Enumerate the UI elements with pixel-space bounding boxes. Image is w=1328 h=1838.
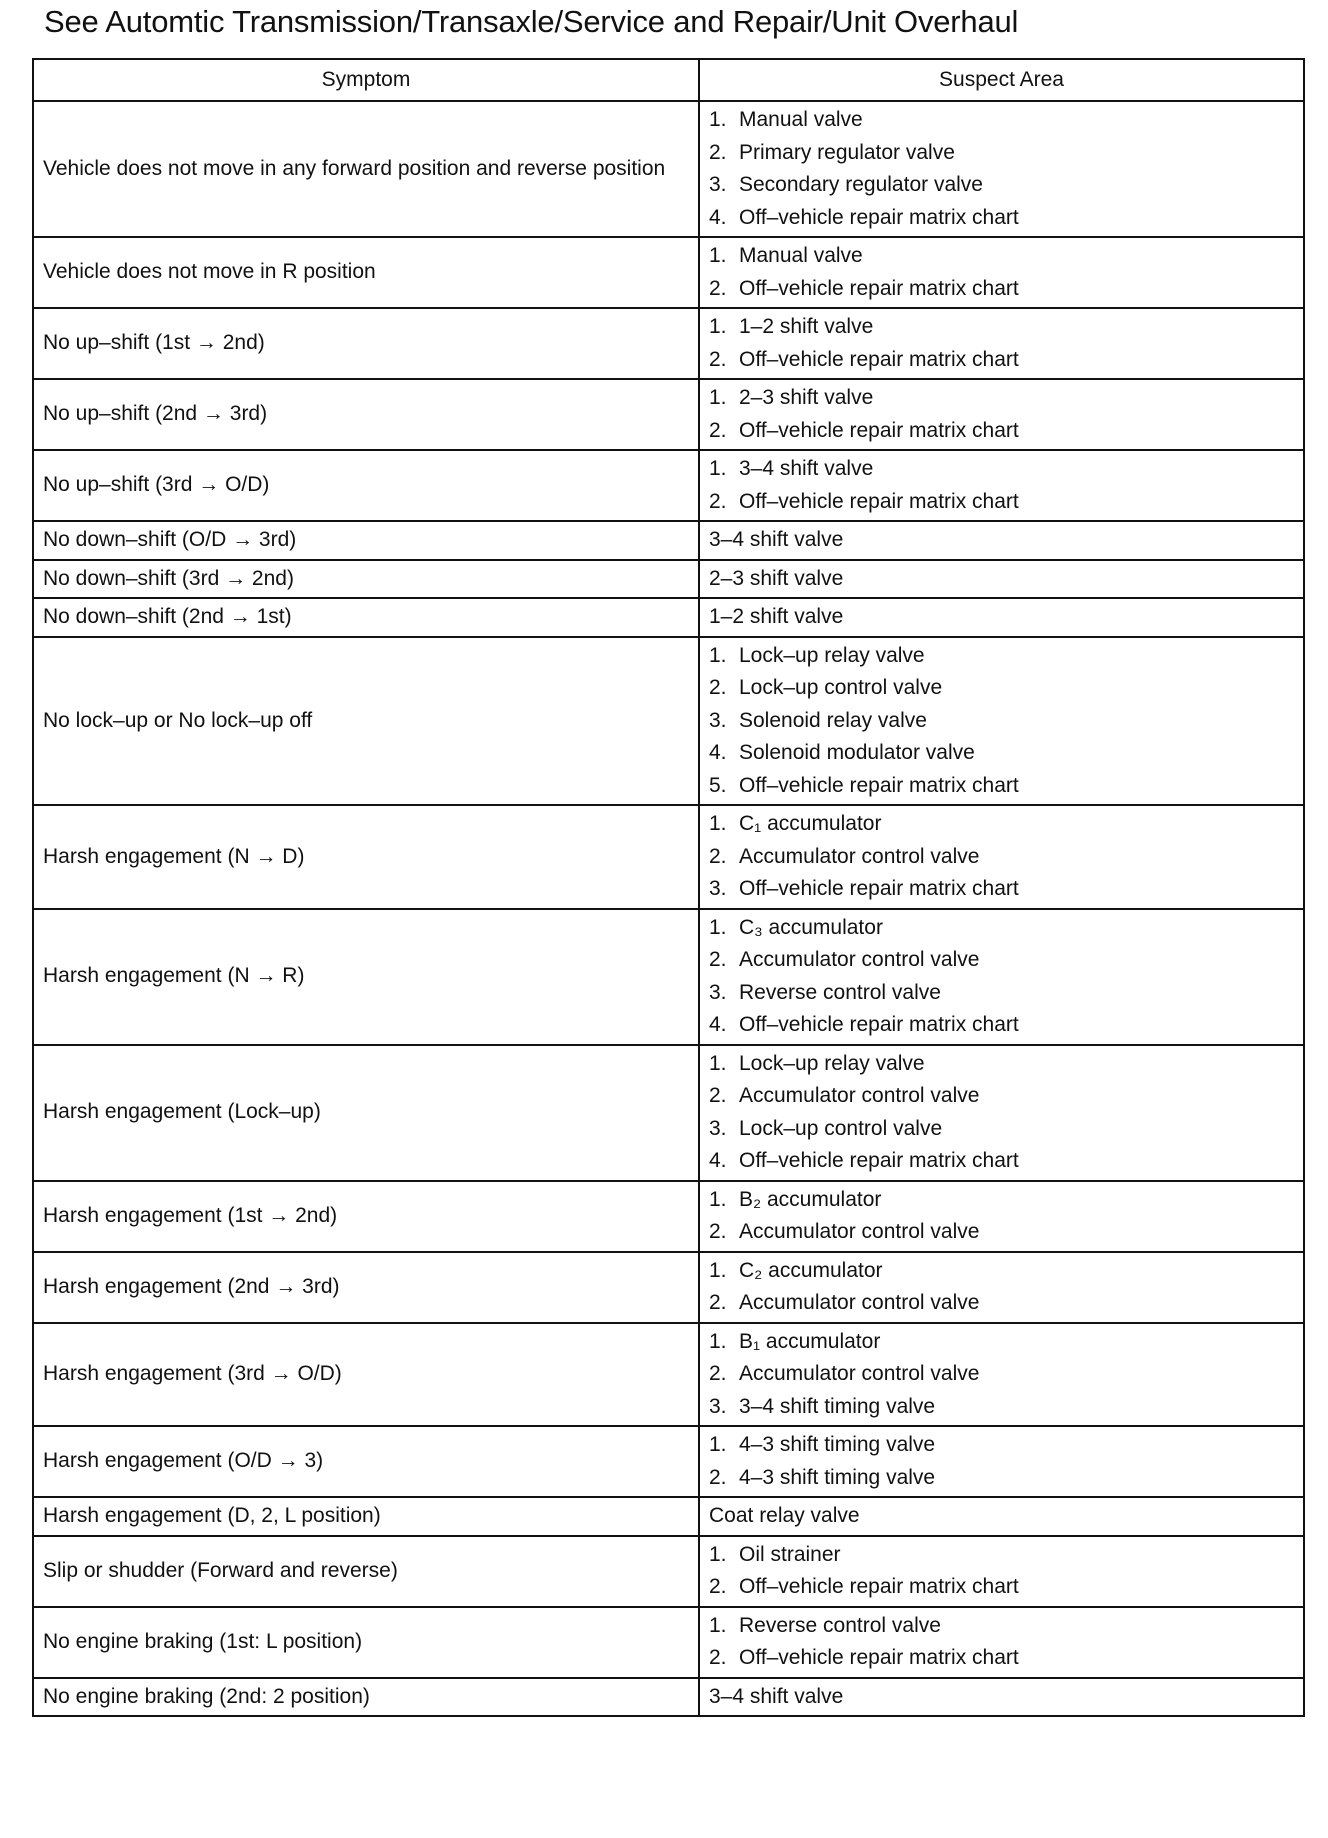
suspect-item-number: 2. xyxy=(709,489,727,513)
symptom-cell: Harsh engagement (Lock–up) xyxy=(33,1045,699,1181)
symptom-cell: No up–shift (1st → 2nd) xyxy=(33,308,699,379)
suspect-item-text: 3–4 shift valve xyxy=(739,457,874,480)
suspect-item-text: Lock–up control valve xyxy=(739,676,943,699)
suspect-item xyxy=(709,977,1294,1010)
suspect-item xyxy=(709,1429,1294,1462)
suspect-item-number: 1. xyxy=(709,643,727,667)
suspect-area-cell xyxy=(699,1045,1304,1181)
symptom-cell: Harsh engagement (2nd → 3rd) xyxy=(33,1252,699,1323)
suspect-item-number: 3. xyxy=(709,1116,727,1140)
suspect-area-cell xyxy=(699,308,1304,379)
table-row xyxy=(33,1536,1304,1607)
suspect-item-text: Oil strainer xyxy=(739,1542,841,1566)
suspect-item xyxy=(709,1216,1294,1249)
symptom-cell: Vehicle does not move in any forward position and reverse position xyxy=(33,101,699,237)
suspect-item-text: Accumulator control valve xyxy=(739,1220,980,1243)
suspect-item-number: 2. xyxy=(709,1465,727,1489)
suspect-item xyxy=(709,104,1294,137)
suspect-item xyxy=(709,1255,1294,1288)
suspect-item-number: 1. xyxy=(709,386,727,409)
suspect-item-text: B₁ accumulator xyxy=(739,1329,881,1353)
suspect-item xyxy=(709,202,1294,235)
suspect-area-cell: 2–3 shift valve xyxy=(699,560,1304,599)
suspect-item xyxy=(709,841,1294,874)
suspect-area-cell xyxy=(699,805,1304,909)
suspect-item xyxy=(709,1287,1294,1320)
suspect-area-cell: 3–4 shift valve xyxy=(699,521,1304,560)
suspect-item-number: 1. xyxy=(709,1258,727,1282)
table-row xyxy=(33,237,1304,308)
suspect-item xyxy=(709,672,1294,705)
suspect-item-text: Primary regulator valve xyxy=(739,140,955,164)
suspect-item-text: Accumulator control valve xyxy=(739,948,980,971)
column-header-suspect-area: Suspect Area xyxy=(699,59,1304,101)
symptom-table xyxy=(32,58,1305,1717)
suspect-item xyxy=(709,1571,1294,1604)
suspect-area-cell xyxy=(699,379,1304,450)
suspect-item-number: 1. xyxy=(709,812,727,835)
suspect-item-text: Accumulator control valve xyxy=(739,1362,980,1385)
table-row xyxy=(33,308,1304,379)
table-row xyxy=(33,560,1304,599)
suspect-item-text: Off–vehicle repair matrix chart xyxy=(739,1013,1019,1036)
suspect-item-number: 2. xyxy=(709,1646,727,1669)
suspect-item-text: Off–vehicle repair matrix chart xyxy=(739,1575,1019,1598)
table-row xyxy=(33,1045,1304,1181)
suspect-item-number: 1. xyxy=(709,315,727,338)
suspect-item xyxy=(709,1009,1294,1042)
suspect-item xyxy=(709,240,1294,273)
suspect-area-cell xyxy=(699,1252,1304,1323)
suspect-item-number: 1. xyxy=(709,1613,727,1637)
page-title: See Automtic Transmission/Transaxle/Service and Repair/Unit Overhaul xyxy=(44,4,1019,39)
suspect-item xyxy=(709,453,1294,486)
suspect-item-text: Off–vehicle repair matrix chart xyxy=(739,877,1019,900)
suspect-item-number: 2. xyxy=(709,418,727,442)
suspect-item-text: Accumulator control valve xyxy=(739,1291,980,1314)
suspect-item-number: 1. xyxy=(709,108,727,131)
suspect-item-text: Manual valve xyxy=(739,244,863,267)
suspect-item xyxy=(709,415,1294,448)
suspect-item-text: C₃ accumulator xyxy=(739,915,883,939)
suspect-item xyxy=(709,640,1294,673)
suspect-area-cell xyxy=(699,1323,1304,1427)
suspect-item-text: B₂ accumulator xyxy=(739,1187,882,1211)
suspect-item xyxy=(709,1358,1294,1391)
suspect-item-text: 3–4 shift timing valve xyxy=(739,1394,936,1418)
suspect-item xyxy=(709,169,1294,202)
table-row xyxy=(33,598,1304,637)
symptom-cell: No engine braking (1st: L position) xyxy=(33,1607,699,1678)
suspect-item-text: Off–vehicle repair matrix chart xyxy=(739,489,1019,513)
suspect-item-number: 4. xyxy=(709,1149,727,1172)
suspect-item xyxy=(709,1145,1294,1178)
suspect-item-number: 2. xyxy=(709,676,727,699)
table-row xyxy=(33,101,1304,237)
suspect-item xyxy=(709,808,1294,841)
suspect-item-text: Solenoid modulator valve xyxy=(739,741,975,764)
suspect-item-number: 2. xyxy=(709,1220,727,1243)
table-row xyxy=(33,1181,1304,1252)
suspect-item xyxy=(709,273,1294,306)
suspect-item-text: Lock–up relay valve xyxy=(739,1051,925,1075)
table-row xyxy=(33,1678,1304,1717)
table-row xyxy=(33,1252,1304,1323)
suspect-area-cell xyxy=(699,101,1304,237)
table-row xyxy=(33,1497,1304,1536)
suspect-item-text: C₁ accumulator xyxy=(739,812,882,835)
symptom-cell: No up–shift (2nd → 3rd) xyxy=(33,379,699,450)
suspect-item-text: C₂ accumulator xyxy=(739,1258,883,1282)
suspect-item-text: Lock–up control valve xyxy=(739,1116,943,1140)
suspect-item xyxy=(709,1462,1294,1495)
suspect-item-number: 2. xyxy=(709,1291,727,1314)
suspect-item-number: 2. xyxy=(709,276,727,300)
suspect-item-number: 2. xyxy=(709,1362,727,1385)
suspect-item-number: 5. xyxy=(709,773,727,797)
suspect-area-cell xyxy=(699,1607,1304,1678)
suspect-item xyxy=(709,1539,1294,1572)
suspect-item-number: 4. xyxy=(709,741,727,764)
table-row xyxy=(33,450,1304,521)
table-row xyxy=(33,521,1304,560)
suspect-item-number: 1. xyxy=(709,1542,727,1566)
suspect-item-text: 4–3 shift timing valve xyxy=(739,1433,936,1456)
table-header-row xyxy=(33,59,1304,101)
suspect-item xyxy=(709,1184,1294,1217)
suspect-item-text: Reverse control valve xyxy=(739,1613,941,1637)
suspect-area-cell xyxy=(699,450,1304,521)
symptom-cell: Harsh engagement (O/D → 3) xyxy=(33,1426,699,1497)
suspect-area-cell: 3–4 shift valve xyxy=(699,1678,1304,1717)
suspect-area-cell: Coat relay valve xyxy=(699,1497,1304,1536)
symptom-cell: No down–shift (2nd → 1st) xyxy=(33,598,699,637)
suspect-item-number: 2. xyxy=(709,948,727,971)
suspect-item-number: 2. xyxy=(709,347,727,371)
symptom-cell: Slip or shudder (Forward and reverse) xyxy=(33,1536,699,1607)
suspect-item-number: 4. xyxy=(709,205,727,229)
suspect-item-number: 1. xyxy=(709,244,727,267)
suspect-item-text: Lock–up relay valve xyxy=(739,643,925,667)
symptom-cell: Harsh engagement (3rd → O/D) xyxy=(33,1323,699,1427)
symptom-cell: Harsh engagement (1st → 2nd) xyxy=(33,1181,699,1252)
suspect-item-text: Off–vehicle repair matrix chart xyxy=(739,773,1019,797)
suspect-item-number: 1. xyxy=(709,1187,727,1211)
suspect-item xyxy=(709,1610,1294,1643)
suspect-item-text: Accumulator control valve xyxy=(739,844,980,868)
suspect-item-text: Solenoid relay valve xyxy=(739,708,927,732)
suspect-item xyxy=(709,737,1294,770)
suspect-item xyxy=(709,1642,1294,1675)
suspect-item xyxy=(709,705,1294,738)
suspect-area-cell: 1–2 shift valve xyxy=(699,598,1304,637)
suspect-item-number: 2. xyxy=(709,1084,727,1107)
suspect-item-number: 1. xyxy=(709,1051,727,1075)
suspect-item xyxy=(709,1113,1294,1146)
table-row xyxy=(33,1323,1304,1427)
suspect-item xyxy=(709,486,1294,519)
suspect-item-number: 1. xyxy=(709,457,727,480)
symptom-cell: Harsh engagement (N → D) xyxy=(33,805,699,909)
symptom-cell: No down–shift (O/D → 3rd) xyxy=(33,521,699,560)
suspect-item xyxy=(709,137,1294,170)
suspect-item-text: 2–3 shift valve xyxy=(739,386,874,409)
symptom-cell: No down–shift (3rd → 2nd) xyxy=(33,560,699,599)
suspect-area-cell xyxy=(699,909,1304,1045)
suspect-item-number: 4. xyxy=(709,1013,727,1036)
suspect-item-text: 4–3 shift timing valve xyxy=(739,1465,936,1489)
suspect-item-number: 3. xyxy=(709,708,727,732)
table-row xyxy=(33,909,1304,1045)
suspect-area-cell xyxy=(699,237,1304,308)
suspect-item xyxy=(709,382,1294,415)
symptom-cell: Harsh engagement (N → R) xyxy=(33,909,699,1045)
table-row xyxy=(33,1426,1304,1497)
column-header-symptom: Symptom xyxy=(33,59,699,101)
symptom-cell: Harsh engagement (D, 2, L position) xyxy=(33,1497,699,1536)
suspect-item-number: 3. xyxy=(709,1394,727,1418)
suspect-item xyxy=(709,873,1294,906)
suspect-item xyxy=(709,1391,1294,1424)
suspect-item-text: Off–vehicle repair matrix chart xyxy=(739,1149,1019,1172)
suspect-item-text: Manual valve xyxy=(739,108,863,131)
suspect-item xyxy=(709,344,1294,377)
suspect-item-number: 1. xyxy=(709,1329,727,1353)
suspect-item-number: 3. xyxy=(709,877,727,900)
table-row xyxy=(33,805,1304,909)
suspect-area-cell xyxy=(699,1426,1304,1497)
suspect-item-text: Secondary regulator valve xyxy=(739,173,983,196)
suspect-item-number: 3. xyxy=(709,980,727,1004)
suspect-item-text: Reverse control valve xyxy=(739,980,941,1004)
suspect-item-number: 1. xyxy=(709,1433,727,1456)
suspect-item xyxy=(709,1048,1294,1081)
suspect-item xyxy=(709,311,1294,344)
suspect-item xyxy=(709,944,1294,977)
suspect-item-text: Off–vehicle repair matrix chart xyxy=(739,418,1019,442)
suspect-item-number: 2. xyxy=(709,844,727,868)
suspect-item-number: 2. xyxy=(709,140,727,164)
suspect-item-text: Accumulator control valve xyxy=(739,1084,980,1107)
suspect-item xyxy=(709,770,1294,803)
suspect-item-number: 3. xyxy=(709,173,727,196)
symptom-cell: Vehicle does not move in R position xyxy=(33,237,699,308)
suspect-item-text: Off–vehicle repair matrix chart xyxy=(739,1646,1019,1669)
suspect-item xyxy=(709,1080,1294,1113)
suspect-item-text: Off–vehicle repair matrix chart xyxy=(739,347,1019,371)
table-row xyxy=(33,1607,1304,1678)
symptom-cell: No up–shift (3rd → O/D) xyxy=(33,450,699,521)
suspect-item-text: Off–vehicle repair matrix chart xyxy=(739,276,1019,300)
suspect-item xyxy=(709,1326,1294,1359)
suspect-item-number: 2. xyxy=(709,1575,727,1598)
suspect-item-number: 1. xyxy=(709,915,727,939)
table-row xyxy=(33,379,1304,450)
symptom-cell: No engine braking (2nd: 2 position) xyxy=(33,1678,699,1717)
suspect-item xyxy=(709,912,1294,945)
suspect-item-text: 1–2 shift valve xyxy=(739,315,874,338)
suspect-area-cell xyxy=(699,637,1304,806)
symptom-cell: No lock–up or No lock–up off xyxy=(33,637,699,806)
suspect-area-cell xyxy=(699,1181,1304,1252)
suspect-area-cell xyxy=(699,1536,1304,1607)
table-row xyxy=(33,637,1304,806)
suspect-item-text: Off–vehicle repair matrix chart xyxy=(739,205,1019,229)
